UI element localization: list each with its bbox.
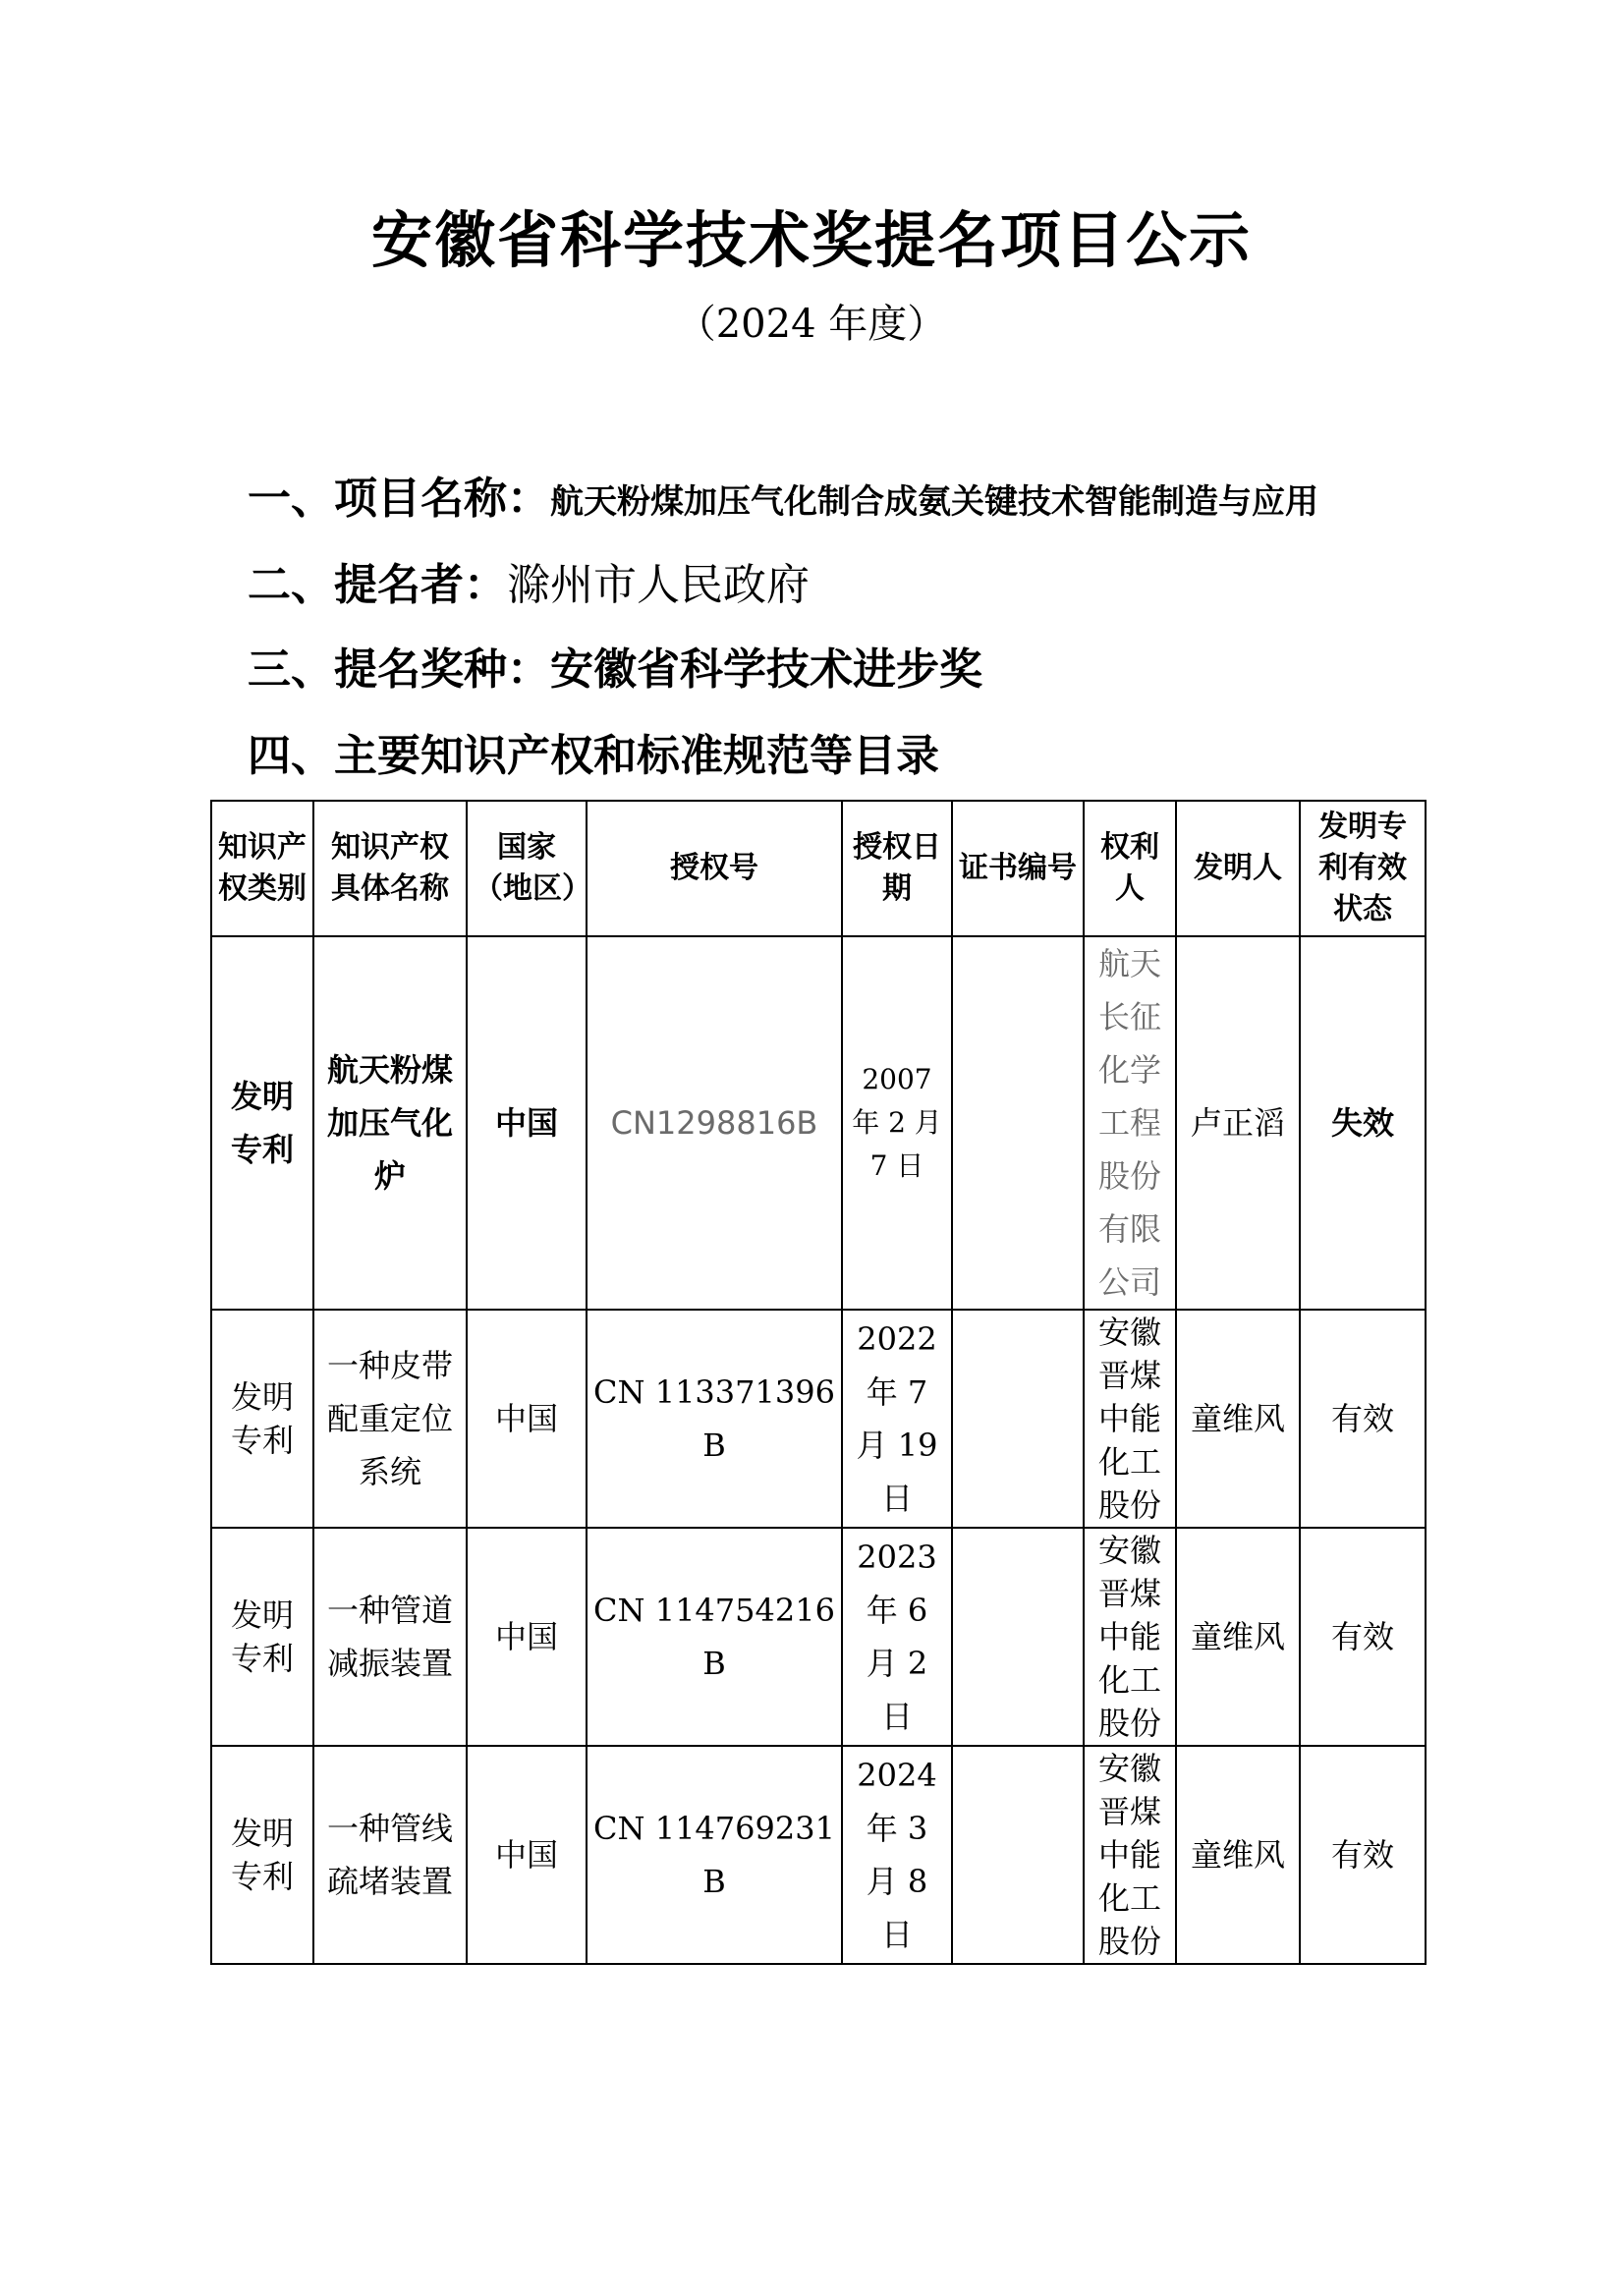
ip-section-heading: 四、主要知识产权和标准规范等目录 [248, 731, 939, 781]
cell-ip-type: 发明专利 [211, 1528, 313, 1746]
nominator-value: 滁州市人民政府 [507, 560, 810, 610]
header-holder: 权利人 [1084, 801, 1176, 936]
cell-ip-name: 一种管道减振装置 [313, 1528, 467, 1746]
cell-ip-type: 发明专利 [211, 936, 313, 1310]
cell-inventor: 卢正滔 [1176, 936, 1300, 1310]
cell-ip-type: 发明专利 [211, 1746, 313, 1964]
cell-auth-date: 2023 年 6 月 2 日 [842, 1528, 952, 1746]
cell-auth-date: 2007 年 2 月 7 日 [842, 936, 952, 1310]
cell-cert-no [952, 1528, 1084, 1746]
header-cert-no: 证书编号 [952, 801, 1084, 936]
cell-auth-no: CN 113371396 B [587, 1310, 842, 1528]
header-status: 发明专利有效状态 [1300, 801, 1426, 936]
page-subtitle: （2024 年度） [676, 302, 947, 347]
page-title: 安徽省科学技术奖提名项目公示 [370, 204, 1252, 276]
cell-auth-no: CN 114754216 B [587, 1528, 842, 1746]
nominator-label: 二、提名者： [248, 560, 507, 610]
header-inventor: 发明人 [1176, 801, 1300, 936]
cell-status: 失效 [1300, 936, 1426, 1310]
cell-country: 中国 [467, 1310, 587, 1528]
cell-inventor: 童维风 [1176, 1746, 1300, 1964]
cell-cert-no [952, 1310, 1084, 1528]
cell-ip-name: 一种皮带配重定位系统 [313, 1310, 467, 1528]
cell-auth-date: 2022 年 7 月 19 日 [842, 1310, 952, 1528]
cell-cert-no [952, 1746, 1084, 1964]
cell-country: 中国 [467, 1746, 587, 1964]
award-line [248, 641, 982, 700]
cell-ip-name: 一种管线疏堵装置 [313, 1746, 467, 1964]
cell-status: 有效 [1300, 1310, 1426, 1528]
header-ip-name: 知识产权具体名称 [313, 801, 467, 936]
cell-holder: 安徽晋煤中能化工股份 [1084, 1310, 1176, 1528]
cell-inventor: 童维风 [1176, 1528, 1300, 1746]
award-value: 安徽省科学技术进步奖 [550, 644, 982, 695]
cell-ip-name: 航天粉煤加压气化炉 [313, 936, 467, 1310]
cell-auth-no: CN 114769231 B [587, 1746, 842, 1964]
header-ip-type: 知识产权类别 [211, 801, 313, 936]
nominator-line [248, 556, 810, 615]
cell-country: 中国 [467, 1528, 587, 1746]
project-name-line [248, 470, 1318, 532]
table-row [211, 936, 1426, 1310]
cell-auth-date: 2024 年 3 月 8 日 [842, 1746, 952, 1964]
project-name-label: 一、项目名称： [248, 474, 550, 524]
cell-auth-no: CN1298816B [587, 936, 842, 1310]
header-auth-date: 授权日期 [842, 801, 952, 936]
cell-status: 有效 [1300, 1528, 1426, 1746]
cell-cert-no [952, 936, 1084, 1310]
cell-holder: 安徽晋煤中能化工股份 [1084, 1746, 1176, 1964]
cell-ip-type: 发明专利 [211, 1310, 313, 1528]
header-country: 国家（地区） [467, 801, 587, 936]
cell-country: 中国 [467, 936, 587, 1310]
cell-holder: 航天长征化学工程股份有限公司 [1084, 936, 1176, 1310]
table-row [211, 1746, 1426, 1964]
award-label: 三、提名奖种： [248, 644, 550, 695]
table-row [211, 1528, 1426, 1746]
header-auth-no: 授权号 [587, 801, 842, 936]
cell-status: 有效 [1300, 1746, 1426, 1964]
project-name-value: 航天粉煤加压气化制合成氨关键技术智能制造与应用 [550, 482, 1318, 522]
cell-holder: 安徽晋煤中能化工股份 [1084, 1528, 1176, 1746]
cell-inventor: 童维风 [1176, 1310, 1300, 1528]
table-row [211, 1310, 1426, 1528]
table-header-row [211, 801, 1426, 936]
ip-table [210, 800, 1427, 1965]
